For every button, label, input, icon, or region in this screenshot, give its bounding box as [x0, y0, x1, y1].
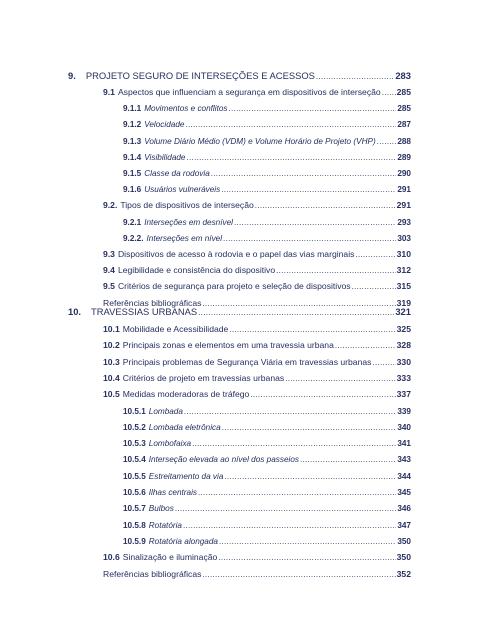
- toc-entry-number: 10.5.4: [123, 455, 146, 465]
- toc-leader-dots: [223, 232, 396, 245]
- toc-entry-title: Interseções em nível: [146, 233, 223, 243]
- toc-entry[interactable]: [103, 297, 411, 310]
- toc-entry-number: 10.5: [103, 389, 120, 400]
- toc-page-number: 339: [397, 406, 411, 416]
- toc-entry[interactable]: [123, 535, 411, 548]
- toc-entry[interactable]: [123, 151, 411, 164]
- toc-entry-number: 10.2: [103, 340, 120, 351]
- toc-entry-title: Classe da rodovia: [144, 169, 210, 178]
- toc-leader-dots: [192, 437, 396, 450]
- toc-page-number: 321: [395, 306, 411, 317]
- toc-entry-title: Referências bibliográficas: [103, 297, 202, 308]
- toc-entry-title: Volume Diário Médio (VDM) e Volume Horário de Projeto (VHP): [144, 136, 376, 146]
- toc-leader-dots: [316, 70, 394, 83]
- toc-page-number: 343: [397, 455, 411, 465]
- toc-entry-title: Aspectos que influenciam a segurança em dispositivos de interseção: [117, 87, 381, 97]
- toc-entry-title: Lombada: [148, 406, 183, 416]
- toc-page-number: 346: [397, 504, 411, 514]
- toc-page-number: 347: [397, 520, 411, 530]
- toc-leader-dots: [183, 519, 396, 532]
- toc-entry-number: 9.2.1: [123, 217, 142, 227]
- toc-entry-number: 10.5.7: [123, 504, 146, 514]
- toc-leader-dots: [202, 568, 395, 581]
- toc-entry[interactable]: [103, 280, 411, 293]
- toc-entry-number: 10.5.2: [123, 422, 146, 432]
- toc-entry-title: Critérios de segurança para projeto e seleção de dispositivos: [117, 281, 351, 292]
- toc-chapter-title: PROJETO SEGURO DE INTERSEÇÕES E ACESSOS: [85, 70, 315, 81]
- toc-entry-number: 9.1.2: [123, 120, 142, 130]
- toc-page-number: 350: [397, 536, 411, 546]
- toc-entry[interactable]: [103, 388, 411, 401]
- toc-entry[interactable]: [103, 264, 411, 277]
- toc-chapter-title: TRAVESSIAS URBANAS: [91, 306, 198, 317]
- toc-leader-dots: [234, 216, 396, 229]
- toc-entry[interactable]: [123, 453, 411, 466]
- toc-page-number: 328: [396, 340, 411, 351]
- toc-leader-dots: [221, 183, 396, 196]
- toc-entry[interactable]: [123, 437, 411, 450]
- toc-page-number: 340: [397, 422, 411, 432]
- toc-entry[interactable]: [123, 118, 411, 131]
- toc-entry[interactable]: [103, 372, 411, 385]
- toc-leader-dots: [300, 453, 396, 466]
- toc-page-number: 291: [396, 200, 411, 211]
- toc-entry-number: 10.5.1: [123, 406, 146, 416]
- toc-page-number: 290: [397, 169, 411, 178]
- toc-entry-title: Principais zonas e elementos em uma travessia urbana: [122, 340, 334, 351]
- toc-entry-number: 9.2.: [103, 200, 118, 211]
- toc-chapter-9[interactable]: [68, 69, 411, 83]
- toc-entry[interactable]: [123, 421, 411, 434]
- toc-page-number: 303: [397, 233, 411, 243]
- toc-entry-title: Medidas moderadoras de tráfego: [122, 389, 250, 400]
- toc-entry[interactable]: [123, 135, 411, 148]
- toc-entry[interactable]: [103, 86, 411, 99]
- toc-page-number: 337: [396, 389, 411, 400]
- toc-entry[interactable]: [103, 568, 411, 581]
- toc-entry-number: 10.5.6: [123, 488, 146, 497]
- toc-leader-dots: [382, 86, 396, 99]
- toc-leader-dots: [218, 551, 395, 564]
- toc-entry-number: 9.1.3: [123, 136, 142, 146]
- toc-entry-title: Estreitamento da via: [148, 471, 224, 481]
- toc-leader-dots: [276, 264, 396, 277]
- toc-entry[interactable]: [103, 551, 411, 564]
- toc-page-number: 325: [396, 324, 411, 334]
- toc-entry[interactable]: [123, 102, 411, 115]
- toc-page-number: 345: [397, 488, 411, 497]
- toc-page-number: 352: [396, 568, 411, 579]
- toc-page-number: 283: [395, 70, 411, 81]
- toc-entry-title: Principais problemas de Segurança Viária em travessias urbanas: [122, 356, 372, 367]
- toc-entry-title: Usuários vulneráveis: [144, 185, 221, 195]
- toc-entry[interactable]: [103, 199, 411, 212]
- toc-entry-title: Visibilidade: [144, 152, 186, 162]
- toc-entry[interactable]: [123, 502, 411, 515]
- toc-entry-number: 10.3: [103, 356, 120, 367]
- toc-page-number: 285: [397, 104, 411, 114]
- toc-leader-dots: [229, 102, 397, 115]
- toc-page-number: 312: [396, 265, 411, 276]
- toc-entry-title: Movimentos e conflitos: [144, 104, 228, 114]
- toc-leader-dots: [222, 421, 397, 434]
- toc-entry-number: 10.5.8: [123, 520, 146, 530]
- toc-entry-number: 10.6: [103, 552, 120, 563]
- toc-page-number: 285: [396, 87, 411, 97]
- toc-entry[interactable]: [103, 248, 411, 261]
- toc-entry-title: Referências bibliográficas: [103, 568, 202, 579]
- toc-entry-title: Interseções em desnível: [144, 217, 233, 227]
- toc-entry[interactable]: [123, 470, 411, 483]
- toc-entry-number: 9.4: [103, 265, 115, 276]
- toc-entry-number: 9.1: [103, 87, 115, 97]
- toc-leader-dots: [224, 470, 396, 483]
- toc-page-number: 333: [396, 372, 411, 383]
- toc-page-number: 289: [397, 152, 411, 162]
- toc-page-number: 288: [397, 136, 411, 146]
- toc-entry-title: Lombofaixa: [148, 439, 192, 449]
- toc-page-number: 310: [396, 249, 411, 259]
- toc-entry[interactable]: [123, 405, 411, 418]
- toc-entry-number: 9.5: [103, 281, 115, 292]
- toc-page-number: 341: [397, 439, 411, 449]
- toc-leader-dots: [372, 356, 395, 369]
- toc-leader-dots: [211, 167, 397, 180]
- toc-leader-dots: [198, 486, 396, 499]
- toc-entry-number: 9.1.4: [123, 152, 142, 162]
- toc-entry-title: Ilhas centrais: [148, 488, 198, 497]
- toc-entry[interactable]: [103, 356, 411, 369]
- toc-entry-number: 10.5.3: [123, 439, 146, 449]
- toc-leader-dots: [250, 388, 395, 401]
- toc-entry-title: Rotatória alongada: [148, 536, 218, 546]
- toc-chapter-number: 9.: [68, 70, 76, 81]
- toc-entry-title: Bulbos: [148, 504, 174, 514]
- toc-entry-title: Lombada eletrônica: [148, 422, 221, 432]
- toc-leader-dots: [202, 297, 395, 310]
- toc-entry-title: Critérios de projeto em travessias urbanas: [122, 372, 285, 383]
- toc-entry-number: 10.1: [103, 324, 120, 334]
- toc-entry[interactable]: [123, 519, 411, 532]
- toc-chapter-number: 10.: [68, 306, 82, 317]
- toc-entry[interactable]: [103, 323, 411, 336]
- toc-leader-dots: [184, 405, 396, 418]
- toc-leader-dots: [352, 280, 396, 293]
- toc-entry-number: 10.5.5: [123, 471, 146, 481]
- toc-entry[interactable]: [103, 339, 411, 352]
- toc-leader-dots: [377, 135, 397, 148]
- toc-leader-dots: [185, 118, 396, 131]
- toc-page-number: 287: [397, 120, 411, 130]
- toc-leader-dots: [255, 199, 396, 212]
- toc-leader-dots: [335, 339, 396, 352]
- toc-entry[interactable]: [123, 183, 411, 196]
- toc-entry-number: 10.5.9: [123, 536, 146, 546]
- toc-entry-title: Tipos de dispositivos de interseção: [120, 200, 254, 211]
- toc-page-number: 315: [396, 281, 411, 292]
- toc-entry-number: 9.1.6: [123, 185, 142, 195]
- toc-page-number: 293: [397, 217, 411, 227]
- toc-leader-dots: [219, 535, 396, 548]
- toc-entry[interactable]: [123, 232, 411, 245]
- toc-entry-title: Legibilidade e consistência do dispositivo: [117, 265, 276, 276]
- toc-entry[interactable]: [123, 167, 411, 180]
- toc-entry-number: 9.2.2.: [123, 233, 144, 243]
- toc-page-number: 319: [396, 297, 411, 308]
- toc-entry[interactable]: [123, 486, 411, 499]
- toc-leader-dots: [355, 248, 395, 261]
- toc-entry-title: Mobilidade e Acessibilidade: [122, 324, 229, 334]
- toc-leader-dots: [285, 372, 395, 385]
- toc-entry-number: 10.4: [103, 372, 120, 383]
- toc-page-number: 344: [397, 471, 411, 481]
- toc-leader-dots: [187, 151, 397, 164]
- toc-entry-title: Velocidade: [144, 120, 185, 130]
- toc-entry-number: 9.1.1: [123, 104, 142, 114]
- toc-entry-title: Rotatória: [148, 520, 182, 530]
- toc-entry-title: Interseção elevada ao nível dos passeios: [148, 455, 299, 465]
- toc-entry[interactable]: [123, 216, 411, 229]
- toc-entry-title: Sinalização e iluminação: [122, 552, 218, 563]
- toc-leader-dots: [175, 502, 397, 515]
- toc-page-number: 291: [397, 185, 411, 195]
- toc-entry-number: 9.1.5: [123, 169, 142, 178]
- toc-entry-title: Dispositivos de acesso à rodovia e o papel das vias marginais: [117, 249, 355, 259]
- toc-page-number: 350: [396, 552, 411, 563]
- toc-entry-number: 9.3: [103, 249, 115, 259]
- toc-page-number: 330: [396, 356, 411, 367]
- toc-leader-dots: [229, 323, 395, 336]
